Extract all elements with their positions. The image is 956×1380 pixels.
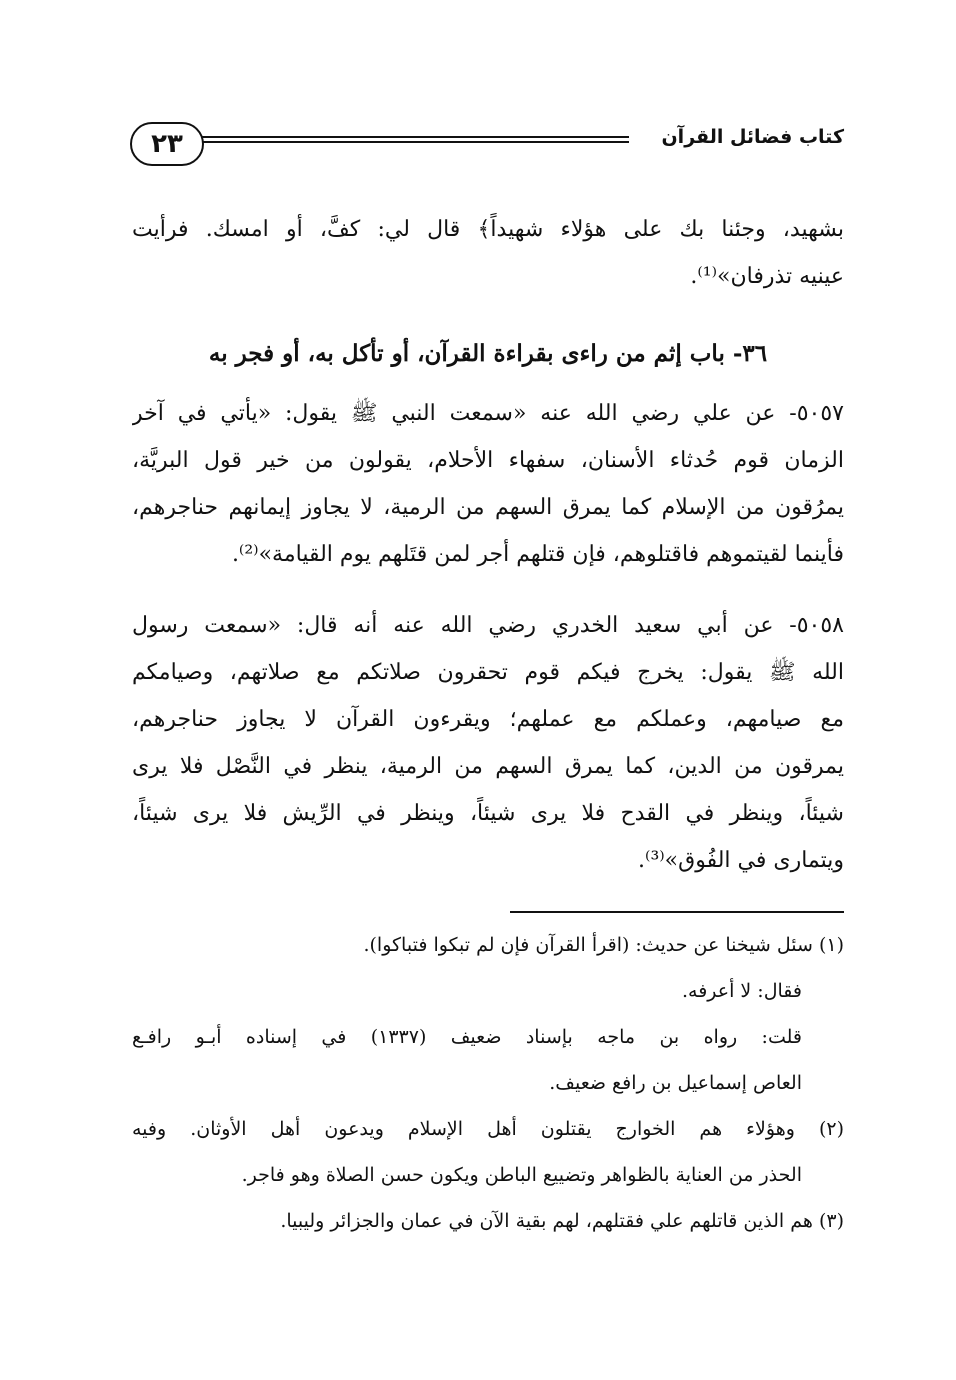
header-rule bbox=[202, 136, 629, 143]
footnote-1-text: العاص إسماعيل بن رافع ضعيف. bbox=[549, 1072, 802, 1094]
text-line: فأينما لقيتموهم فاقتلوهم، فإن قتلهم أجر لمن قتَلهم يوم القيامة»⁽²⁾. bbox=[231, 542, 844, 567]
page-header bbox=[130, 122, 844, 166]
text-line: عينيه تذرفان»⁽¹⁾. bbox=[690, 264, 844, 289]
page-number-badge: ٢٣ bbox=[130, 122, 204, 166]
footnote-2-text: الحذر من العناية بالظواهر وتضييع الباطن ويكون حسن الصلاة وهو فاجر. bbox=[241, 1164, 802, 1186]
text-line: يمرُقون من الإسلام كما يمرق السهم من الرمية، لا يجاوز إيمانهم حناجرهم، bbox=[132, 495, 844, 520]
text-line: بشهيد، وجئنا بك على هؤلاء شهيداً﴾ قال لي: كفَّ، أو امسك. فرأيت bbox=[132, 217, 844, 242]
intro-paragraph bbox=[132, 206, 844, 300]
text-line: ٥٠٥٧- عن علي رضي الله عنه «سمعت النبي ﷺ يقول: «يأتي في آخر bbox=[132, 401, 844, 426]
footnote-separator bbox=[510, 911, 844, 913]
footnotes bbox=[132, 922, 844, 1244]
footnote-1-text: قلت: رواه بن ماجه بإسناد ضعيف (١٣٣٧) في إسناده أبـو رافـع bbox=[132, 1026, 802, 1048]
footnote-2: (٢) وهؤلاء هم الخوارج يقتلون أهل الإسلام ويدعون أهل الأوثان. وفيه bbox=[132, 1118, 844, 1140]
text-line: الله ﷺ يقول: يخرج فيكم قوم تحقرون صلاتكم مع صلاتهم، وصيامكم bbox=[132, 660, 844, 685]
text-line: يمرقون من الدين، كما يمرق السهم من الرمية، ينظر في النَّصْل فلا يرى bbox=[132, 754, 844, 779]
footnote-1: (١) سئل شيخنا عن حديث: (اقرأ القرآن فإن لم تبكوا فتباكوا). bbox=[363, 934, 844, 956]
text-line: ٥٠٥٨- عن أبي سعيد الخدري رضي الله عنه أنه قال: «سمعت رسول bbox=[132, 613, 844, 638]
hadith-5058 bbox=[132, 602, 844, 884]
chapter-heading: ٣٦- باب إثم من راءى بقراءة القرآن، أو تأكل به، أو فجر به bbox=[208, 340, 768, 367]
footnote-1-text: فقال: لا أعرفه. bbox=[681, 980, 802, 1002]
book-title: كتاب فضائل القرآن bbox=[661, 126, 844, 148]
text-line: شيئاً، وينظر في القدح فلا يرى شيئاً، وينظر في الرِّيش فلا يرى شيئاً، bbox=[132, 801, 844, 826]
hadith-5057 bbox=[132, 390, 844, 578]
footnote-3: (٣) هم الذين قاتلهم علي فقتلهم، لهم بقية الآن في عمان والجزائر وليبيا. bbox=[280, 1210, 844, 1232]
text-line: ويتمارى في الفُوق»⁽³⁾. bbox=[638, 848, 844, 873]
text-line: الزمان قوم حُدثاء الأسنان، سفهاء الأحلام، يقولون من خير قول البريَّة، bbox=[132, 448, 844, 473]
text-line: مع صيامهم، وعملكم مع عملهم؛ ويقرءون القرآن لا يجاوز حناجرهم، bbox=[132, 707, 844, 732]
